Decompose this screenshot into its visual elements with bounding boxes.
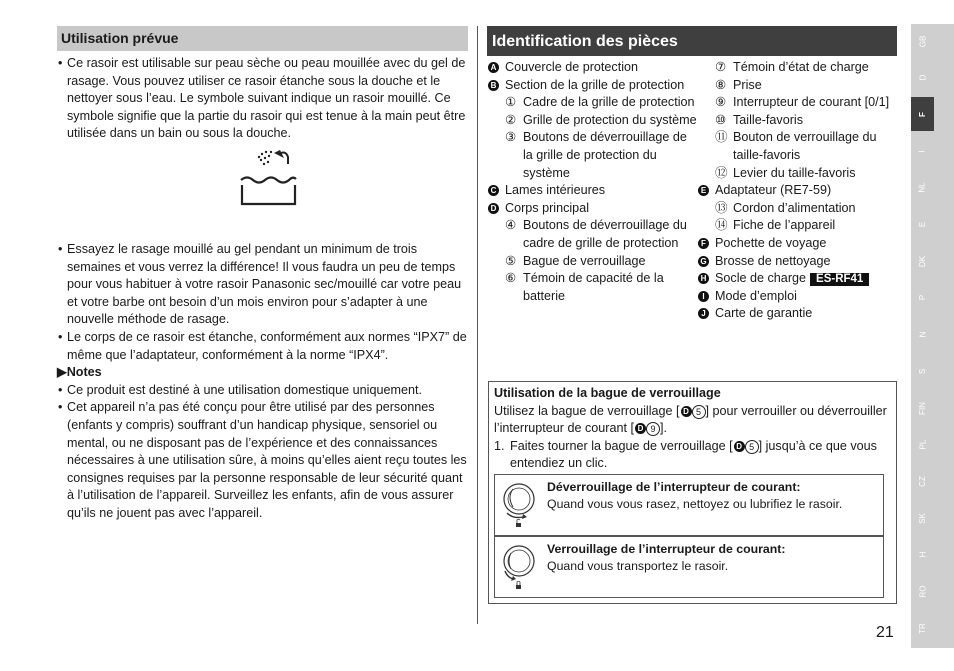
part-marker	[487, 77, 505, 95]
language-tab-fin[interactable]	[911, 391, 934, 425]
part-marker	[487, 200, 505, 218]
part-label-text: Adaptateur (RE7-59)	[715, 183, 832, 198]
part-label	[505, 77, 684, 95]
list-item: • Ce rasoir est utilisable sur peau sèche ou peau mouillée avec du gel de rasage. Vous pouvez utiliser ce rasoir étanche sous la douche et le nettoyer sous l’eau. Le symbole suivant indique un rasoir mouillé. Ce symbole signifie que la partie du rasoir qui est tenue à la main peut être utilisée dans un bain ou sous la douche.	[57, 55, 468, 143]
parts-list	[487, 59, 897, 375]
part-letter-badge: D	[488, 203, 499, 214]
language-tab-label: S	[918, 368, 927, 374]
language-tab-nl[interactable]	[911, 171, 934, 205]
part-label-text: Lames intérieures	[505, 183, 606, 198]
part-label	[523, 253, 646, 271]
part-marker	[697, 305, 715, 323]
part-marker	[697, 182, 715, 200]
intro-text-a: Utilisez la bague de verrouillage [	[494, 403, 680, 418]
part-item	[697, 94, 897, 112]
notes-heading	[57, 364, 468, 382]
parts-column-left	[487, 59, 697, 305]
language-tab-cz[interactable]	[911, 464, 934, 498]
language-tab-gb[interactable]	[911, 24, 934, 58]
list-item: • Le corps de ce rasoir est étanche, conformément aux normes “IPX7” de même que l’adaptateur, conformément à la norme “IPX4”.	[57, 329, 468, 364]
shower-bath-icon	[234, 149, 304, 209]
part-label-text: Boutons de déverrouillage de la grille de protection du système	[523, 130, 687, 180]
language-tab-label: D	[918, 74, 927, 81]
part-label	[523, 270, 697, 305]
part-item	[697, 305, 897, 323]
part-label-text: Grille de protection du système	[523, 112, 697, 127]
part-item	[697, 217, 897, 235]
part-item	[697, 77, 897, 95]
intended-use-heading: Utilisation prévue	[57, 26, 468, 51]
page-number: 21	[876, 624, 894, 641]
part-number-circle: ⑨	[715, 95, 727, 110]
step-text	[510, 438, 891, 473]
wet-shave-advice-list	[57, 241, 468, 364]
part-label	[523, 129, 697, 182]
part-letter-badge: C	[488, 185, 499, 196]
language-tab-sk[interactable]	[911, 501, 934, 535]
part-letter-badge: F	[698, 238, 709, 249]
unlock-title: Déverrouillage de l’interrupteur de courant:	[547, 480, 801, 494]
language-tab-label: RO	[918, 585, 927, 598]
ref-badge-d: D	[681, 406, 692, 417]
part-label-text: Levier du taille-favoris	[733, 165, 856, 180]
language-tabs	[911, 24, 954, 648]
unlock-box	[494, 474, 884, 536]
part-item	[697, 200, 897, 218]
part-label-text: Bouton de verrouillage du taille-favoris	[733, 130, 877, 162]
part-label	[523, 112, 697, 130]
list-item: • Ce produit est destiné à une utilisation domestique uniquement.	[57, 382, 468, 400]
language-tab-label: GB	[918, 35, 927, 47]
part-number-circle: ⑪	[715, 130, 728, 145]
part-label	[523, 217, 697, 252]
part-label-text: Brosse de nettoyage	[715, 253, 831, 268]
part-number-circle: ⑭	[715, 218, 728, 233]
ref-circle-5: 5	[745, 440, 759, 454]
locking-ring-box	[488, 381, 897, 604]
step-text-b: ] jusqu’à ce que vous entendiez un clic.	[510, 438, 877, 471]
part-label-text: Fiche de l’appareil	[733, 218, 836, 233]
part-number-circle: ⑬	[715, 200, 728, 215]
part-label-text: Bague de verrouillage	[523, 253, 646, 268]
part-number-circle: ②	[505, 112, 517, 127]
part-label-text: Prise	[733, 77, 762, 92]
part-label-text: Corps principal	[505, 200, 589, 215]
lock-text	[547, 541, 785, 575]
language-tab-tr[interactable]	[911, 611, 934, 645]
part-label	[733, 165, 856, 183]
part-label-text: Cordon d’alimentation	[733, 200, 856, 215]
part-label	[715, 305, 812, 323]
ref-badge-d: D	[635, 423, 646, 434]
unlock-rotation-icon	[501, 479, 537, 529]
unlock-description: Quand vous vous rasez, nettoyez ou lubrifiez le rasoir.	[547, 497, 843, 511]
notes-label: Notes	[66, 365, 102, 380]
language-tab-s[interactable]	[911, 354, 934, 388]
part-number-circle: ①	[505, 95, 517, 110]
language-tab-f[interactable]	[911, 97, 934, 131]
part-label	[505, 200, 589, 218]
lock-box	[494, 536, 884, 598]
part-item	[697, 182, 897, 200]
language-tab-label: F	[917, 111, 927, 117]
lock-rotation-icon	[501, 541, 537, 591]
locking-ring-title: Utilisation de la bague de verrouillage	[494, 386, 721, 400]
language-tab-n[interactable]	[911, 318, 934, 352]
part-label-text: Section de la grille de protection	[505, 77, 685, 92]
part-label	[715, 235, 826, 253]
part-number-circle: ⑦	[715, 60, 727, 74]
lock-title: Verrouillage de l’interrupteur de courant:	[547, 542, 786, 556]
part-letter-badge: G	[698, 256, 709, 267]
part-item	[697, 129, 897, 164]
language-tab-label: SK	[917, 512, 927, 524]
step-number: 1.	[494, 438, 505, 453]
part-marker	[487, 182, 505, 200]
step-1	[494, 438, 891, 473]
part-label-text: Carte de garantie	[715, 306, 813, 321]
step-text-a: Faites tourner la bague de verrouillage [	[510, 438, 733, 453]
part-label-text: Témoin de capacité de la batterie	[523, 271, 664, 303]
ref-circle-9: 9	[646, 422, 660, 436]
language-tab-d[interactable]	[911, 61, 934, 95]
list-item: • Essayez le rasage mouillé au gel pendant un minimum de trois semaines et vous verrez la différence! Il vous faudra un peu de temps pour vous habituer à votre rasoir Panasonic sec/mouillé car votre peau et votre barbe ont besoin d’un mois environ pour s’adapter à une nouvelle méthode de rasage.	[57, 241, 468, 329]
part-letter-badge: A	[488, 62, 499, 73]
part-item	[697, 253, 897, 271]
language-tab-label: NL	[917, 182, 927, 193]
part-label-text: Boutons de déverrouillage du cadre de grille de protection	[523, 218, 687, 250]
part-item	[697, 235, 897, 253]
part-marker	[487, 59, 505, 77]
part-item	[487, 77, 697, 95]
part-label	[523, 94, 695, 112]
part-item	[487, 129, 697, 182]
language-tab-label: I	[917, 149, 927, 153]
language-tab-label: H	[918, 551, 927, 558]
part-label-text: Couvercle de protection	[505, 60, 639, 74]
part-label	[733, 217, 835, 235]
part-number-circle: ⑩	[715, 112, 727, 127]
part-marker	[697, 235, 715, 253]
part-item	[487, 253, 697, 271]
intended-use-section	[57, 26, 468, 522]
parts-identification-section	[487, 26, 897, 375]
list-item: • Cet appareil n’a pas été conçu pour être utilisé par des personnes (enfants y compris) souffrant d’un handicap physique, sensoriel ou mental, ou ne disposant pas de l’expérience et des connaissances nécessaires à une utilisation sûre, à moins qu’elles aient reçu toutes les consignes requises par la personne responsable de leur sécurité quant à l’utilisation de l’appareil. Surveillez les enfants, afin de vous assurer qu’ils ne jouent pas avec l’appareil.	[57, 399, 468, 522]
wet-shaver-symbol	[57, 143, 468, 241]
part-marker	[697, 288, 715, 306]
language-tab-h[interactable]	[911, 538, 934, 572]
part-label	[715, 288, 797, 306]
part-item	[697, 112, 897, 130]
ref-badge-d: D	[734, 441, 745, 452]
ref-circle-5: 5	[692, 405, 706, 419]
locking-ring-intro	[494, 403, 891, 438]
parts-heading: Identification des pièces	[487, 26, 897, 56]
part-number-circle: ⑥	[505, 271, 517, 286]
language-tab-p[interactable]	[911, 281, 934, 315]
part-label-text: Socle de charge	[715, 271, 807, 286]
part-item	[487, 217, 697, 252]
language-tab-label: P	[918, 295, 927, 301]
part-item	[697, 165, 897, 183]
unlock-text	[547, 479, 842, 513]
part-label	[733, 200, 856, 218]
part-label-text: Mode d’emploi	[715, 288, 797, 303]
language-tab-label: FIN	[917, 401, 927, 415]
part-item	[487, 112, 697, 130]
part-number-circle: ⑤	[505, 253, 517, 268]
language-tab-ro[interactable]	[911, 575, 934, 609]
part-marker	[697, 270, 715, 288]
part-item	[487, 94, 697, 112]
language-tab-i[interactable]	[911, 134, 934, 168]
part-number-circle: ③	[505, 130, 517, 145]
part-label-text: Pochette de voyage	[715, 235, 827, 250]
notes-arrow-icon: ▶	[57, 365, 67, 380]
part-label	[505, 182, 605, 200]
part-label	[505, 59, 638, 77]
part-letter-badge: I	[698, 291, 709, 302]
part-letter-badge: H	[698, 273, 709, 284]
language-tab-pl[interactable]	[911, 428, 934, 462]
part-label	[733, 94, 889, 112]
part-item	[697, 59, 897, 77]
part-item	[697, 288, 897, 306]
model-tag: ES-RF41	[810, 273, 869, 286]
language-tab-label: DK	[918, 255, 927, 267]
part-item	[697, 270, 897, 288]
column-divider	[477, 26, 478, 624]
part-label	[715, 270, 869, 288]
language-tab-label: PL	[917, 439, 927, 450]
part-label	[733, 59, 869, 77]
part-number-circle: ⑧	[715, 77, 727, 92]
part-label-text: Cadre de la grille de protection	[523, 95, 695, 110]
part-label-text: Témoin d’état de charge	[733, 60, 869, 74]
part-marker	[697, 253, 715, 271]
language-tab-label: E	[918, 221, 927, 228]
part-letter-badge: J	[698, 308, 709, 319]
language-tab-label: N	[918, 331, 927, 338]
part-label	[733, 112, 803, 130]
lock-description: Quand vous transportez le rasoir.	[547, 559, 729, 573]
language-tab-e[interactable]	[911, 208, 934, 242]
notes-list	[57, 382, 468, 523]
part-letter-badge: E	[698, 185, 709, 196]
language-tab-dk[interactable]	[911, 244, 934, 278]
part-label	[733, 129, 897, 164]
part-item	[487, 270, 697, 305]
part-letter-badge: B	[488, 80, 499, 91]
language-tab-label: TR	[917, 622, 927, 634]
part-label	[715, 182, 831, 200]
intro-text-b: ] pour verrouiller ou déverrouiller l’interrupteur de courant [	[494, 403, 887, 436]
part-number-circle: ④	[505, 218, 517, 233]
part-label	[733, 77, 762, 95]
part-label-text: Taille-favoris	[733, 112, 803, 127]
part-label	[715, 253, 831, 271]
part-item	[487, 182, 697, 200]
part-number-circle: ⑫	[715, 165, 728, 180]
part-label-text: Interrupteur de courant [0/1]	[733, 95, 890, 110]
part-item	[487, 200, 697, 218]
intended-use-list	[57, 55, 468, 143]
parts-column-right	[697, 59, 897, 323]
intro-text-c: ].	[660, 421, 668, 436]
part-item	[487, 59, 697, 77]
language-tab-label: CZ	[917, 476, 927, 487]
